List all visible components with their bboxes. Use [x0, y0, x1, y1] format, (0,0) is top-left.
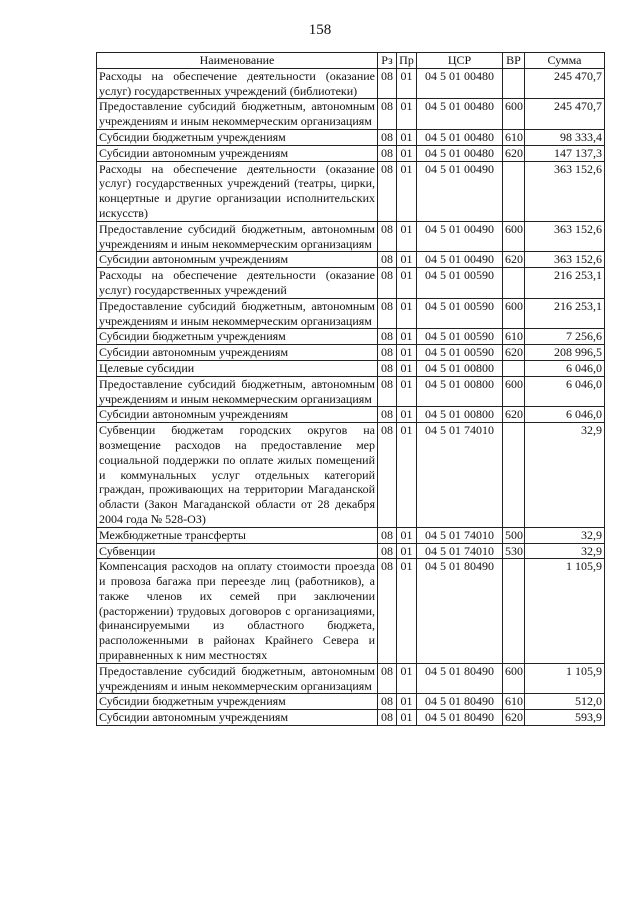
cell-pr: 01	[397, 129, 417, 145]
cell-vr	[503, 423, 525, 528]
cell-pr: 01	[397, 345, 417, 361]
table-row	[97, 663, 605, 694]
cell-rz: 08	[378, 559, 397, 664]
cell-pr: 01	[397, 407, 417, 423]
cell-csr: 04 5 01 80490	[417, 694, 503, 710]
table-row	[97, 252, 605, 268]
cell-csr: 04 5 01 74010	[417, 543, 503, 559]
cell-name: Расходы на обеспечение деятельности (оказание услуг) государственных учреждений	[97, 268, 378, 299]
cell-sum: 363 152,6	[525, 221, 605, 252]
cell-sum: 208 996,5	[525, 345, 605, 361]
table-body	[97, 68, 605, 725]
table-row	[97, 407, 605, 423]
table-row	[97, 221, 605, 252]
cell-name: Предоставление субсидий бюджетным, автономным учреждениям и иным некоммерческим организациям	[97, 99, 378, 130]
cell-pr: 01	[397, 527, 417, 543]
cell-sum: 216 253,1	[525, 268, 605, 299]
cell-pr: 01	[397, 694, 417, 710]
cell-sum: 98 333,4	[525, 129, 605, 145]
cell-vr: 620	[503, 710, 525, 726]
table-row	[97, 360, 605, 376]
table-row	[97, 423, 605, 528]
table-row	[97, 99, 605, 130]
cell-name: Целевые субсидии	[97, 360, 378, 376]
cell-name: Предоставление субсидий бюджетным, автономным учреждениям и иным некоммерческим организациям	[97, 221, 378, 252]
cell-pr: 01	[397, 161, 417, 221]
cell-rz: 08	[378, 221, 397, 252]
cell-csr: 04 5 01 00480	[417, 129, 503, 145]
cell-vr: 500	[503, 527, 525, 543]
table-row	[97, 161, 605, 221]
table-row	[97, 329, 605, 345]
cell-sum: 6 046,0	[525, 407, 605, 423]
cell-csr: 04 5 01 00590	[417, 345, 503, 361]
cell-csr: 04 5 01 74010	[417, 423, 503, 528]
cell-pr: 01	[397, 376, 417, 407]
header-vr: ВР	[503, 53, 525, 69]
cell-name: Субвенции	[97, 543, 378, 559]
cell-vr: 610	[503, 129, 525, 145]
cell-csr: 04 5 01 00480	[417, 145, 503, 161]
cell-sum: 245 470,7	[525, 99, 605, 130]
header-name: Наименование	[97, 53, 378, 69]
cell-vr: 620	[503, 252, 525, 268]
cell-vr	[503, 68, 525, 99]
table-row	[97, 298, 605, 329]
cell-name: Субсидии автономным учреждениям	[97, 345, 378, 361]
cell-sum: 245 470,7	[525, 68, 605, 99]
cell-pr: 01	[397, 663, 417, 694]
cell-sum: 216 253,1	[525, 298, 605, 329]
header-rz: Рз	[378, 53, 397, 69]
cell-sum: 363 152,6	[525, 252, 605, 268]
cell-rz: 08	[378, 145, 397, 161]
cell-name: Субвенции бюджетам городских округов на возмещение расходов на предоставление мер социальной поддержки по оплате жилых помещений и коммунальных услуг отдельных категорий граждан, проживающих на территории Магаданской области (Закон Магаданской области от 28 декабря 2004 года № 528-ОЗ)	[97, 423, 378, 528]
cell-vr	[503, 268, 525, 299]
table-row	[97, 376, 605, 407]
cell-vr: 620	[503, 345, 525, 361]
cell-name: Субсидии бюджетным учреждениям	[97, 329, 378, 345]
cell-rz: 08	[378, 252, 397, 268]
cell-sum: 32,9	[525, 527, 605, 543]
cell-csr: 04 5 01 80490	[417, 710, 503, 726]
cell-name: Субсидии бюджетным учреждениям	[97, 694, 378, 710]
cell-rz: 08	[378, 694, 397, 710]
cell-csr: 04 5 01 00590	[417, 329, 503, 345]
cell-csr: 04 5 01 80490	[417, 559, 503, 664]
cell-vr: 610	[503, 694, 525, 710]
cell-csr: 04 5 01 74010	[417, 527, 503, 543]
cell-rz: 08	[378, 360, 397, 376]
table-row	[97, 345, 605, 361]
cell-rz: 08	[378, 423, 397, 528]
cell-rz: 08	[378, 376, 397, 407]
cell-pr: 01	[397, 543, 417, 559]
cell-sum: 32,9	[525, 543, 605, 559]
cell-csr: 04 5 01 00480	[417, 68, 503, 99]
cell-vr	[503, 360, 525, 376]
cell-csr: 04 5 01 00590	[417, 268, 503, 299]
budget-table	[96, 52, 605, 726]
cell-rz: 08	[378, 663, 397, 694]
cell-csr: 04 5 01 00800	[417, 360, 503, 376]
cell-rz: 08	[378, 99, 397, 130]
cell-csr: 04 5 01 80490	[417, 663, 503, 694]
cell-vr	[503, 161, 525, 221]
table-row	[97, 543, 605, 559]
cell-vr	[503, 559, 525, 664]
cell-vr: 600	[503, 221, 525, 252]
cell-pr: 01	[397, 329, 417, 345]
cell-vr: 600	[503, 376, 525, 407]
cell-vr: 600	[503, 298, 525, 329]
cell-csr: 04 5 01 00590	[417, 298, 503, 329]
table-row	[97, 527, 605, 543]
cell-rz: 08	[378, 68, 397, 99]
cell-sum: 1 105,9	[525, 663, 605, 694]
cell-vr: 620	[503, 407, 525, 423]
table-row	[97, 129, 605, 145]
table-row	[97, 268, 605, 299]
table-row	[97, 559, 605, 664]
cell-csr: 04 5 01 00800	[417, 376, 503, 407]
cell-sum: 6 046,0	[525, 376, 605, 407]
cell-rz: 08	[378, 129, 397, 145]
cell-pr: 01	[397, 68, 417, 99]
cell-name: Субсидии автономным учреждениям	[97, 145, 378, 161]
cell-name: Расходы на обеспечение деятельности (оказание услуг) государственных учреждений (театры, цирки, концертные и другие организации исполнительских искусств)	[97, 161, 378, 221]
cell-name: Компенсация расходов на оплату стоимости проезда и провоза багажа при переезде лиц (работников), а также членов их семей при заключении (расторжении) трудовых договоров с организациями, финансируемыми из областного бюджета, расположенными в районах Крайнего Севера и приравненных к ним местностях	[97, 559, 378, 664]
cell-vr: 600	[503, 663, 525, 694]
header-sum: Сумма	[525, 53, 605, 69]
cell-pr: 01	[397, 298, 417, 329]
cell-name: Субсидии автономным учреждениям	[97, 710, 378, 726]
cell-name: Субсидии автономным учреждениям	[97, 252, 378, 268]
table-row	[97, 145, 605, 161]
cell-csr: 04 5 01 00490	[417, 252, 503, 268]
cell-vr: 610	[503, 329, 525, 345]
cell-pr: 01	[397, 710, 417, 726]
cell-rz: 08	[378, 298, 397, 329]
cell-name: Межбюджетные трансферты	[97, 527, 378, 543]
table-header-row	[97, 53, 605, 69]
cell-pr: 01	[397, 252, 417, 268]
cell-rz: 08	[378, 710, 397, 726]
cell-pr: 01	[397, 145, 417, 161]
cell-rz: 08	[378, 345, 397, 361]
cell-sum: 593,9	[525, 710, 605, 726]
page-number: 158	[308, 22, 332, 38]
table-row	[97, 694, 605, 710]
cell-sum: 363 152,6	[525, 161, 605, 221]
cell-name: Расходы на обеспечение деятельности (оказание услуг) государственных учреждений (библиотеки)	[97, 68, 378, 99]
cell-sum: 1 105,9	[525, 559, 605, 664]
cell-pr: 01	[397, 268, 417, 299]
cell-sum: 512,0	[525, 694, 605, 710]
cell-rz: 08	[378, 543, 397, 559]
cell-name: Предоставление субсидий бюджетным, автономным учреждениям и иным некоммерческим организациям	[97, 663, 378, 694]
cell-pr: 01	[397, 99, 417, 130]
cell-sum: 6 046,0	[525, 360, 605, 376]
cell-csr: 04 5 01 00480	[417, 99, 503, 130]
cell-name: Субсидии бюджетным учреждениям	[97, 129, 378, 145]
cell-rz: 08	[378, 329, 397, 345]
cell-rz: 08	[378, 407, 397, 423]
cell-vr: 600	[503, 99, 525, 130]
header-pr: Пр	[397, 53, 417, 69]
cell-rz: 08	[378, 268, 397, 299]
table-row	[97, 710, 605, 726]
cell-name: Субсидии автономным учреждениям	[97, 407, 378, 423]
cell-csr: 04 5 01 00800	[417, 407, 503, 423]
cell-rz: 08	[378, 161, 397, 221]
cell-pr: 01	[397, 221, 417, 252]
cell-name: Предоставление субсидий бюджетным, автономным учреждениям и иным некоммерческим организациям	[97, 298, 378, 329]
cell-vr: 530	[503, 543, 525, 559]
cell-pr: 01	[397, 559, 417, 664]
cell-sum: 147 137,3	[525, 145, 605, 161]
cell-vr: 620	[503, 145, 525, 161]
header-csr: ЦСР	[417, 53, 503, 69]
cell-pr: 01	[397, 423, 417, 528]
table-row	[97, 68, 605, 99]
cell-sum: 32,9	[525, 423, 605, 528]
cell-pr: 01	[397, 360, 417, 376]
cell-rz: 08	[378, 527, 397, 543]
cell-name: Предоставление субсидий бюджетным, автономным учреждениям и иным некоммерческим организациям	[97, 376, 378, 407]
cell-csr: 04 5 01 00490	[417, 161, 503, 221]
cell-csr: 04 5 01 00490	[417, 221, 503, 252]
cell-sum: 7 256,6	[525, 329, 605, 345]
